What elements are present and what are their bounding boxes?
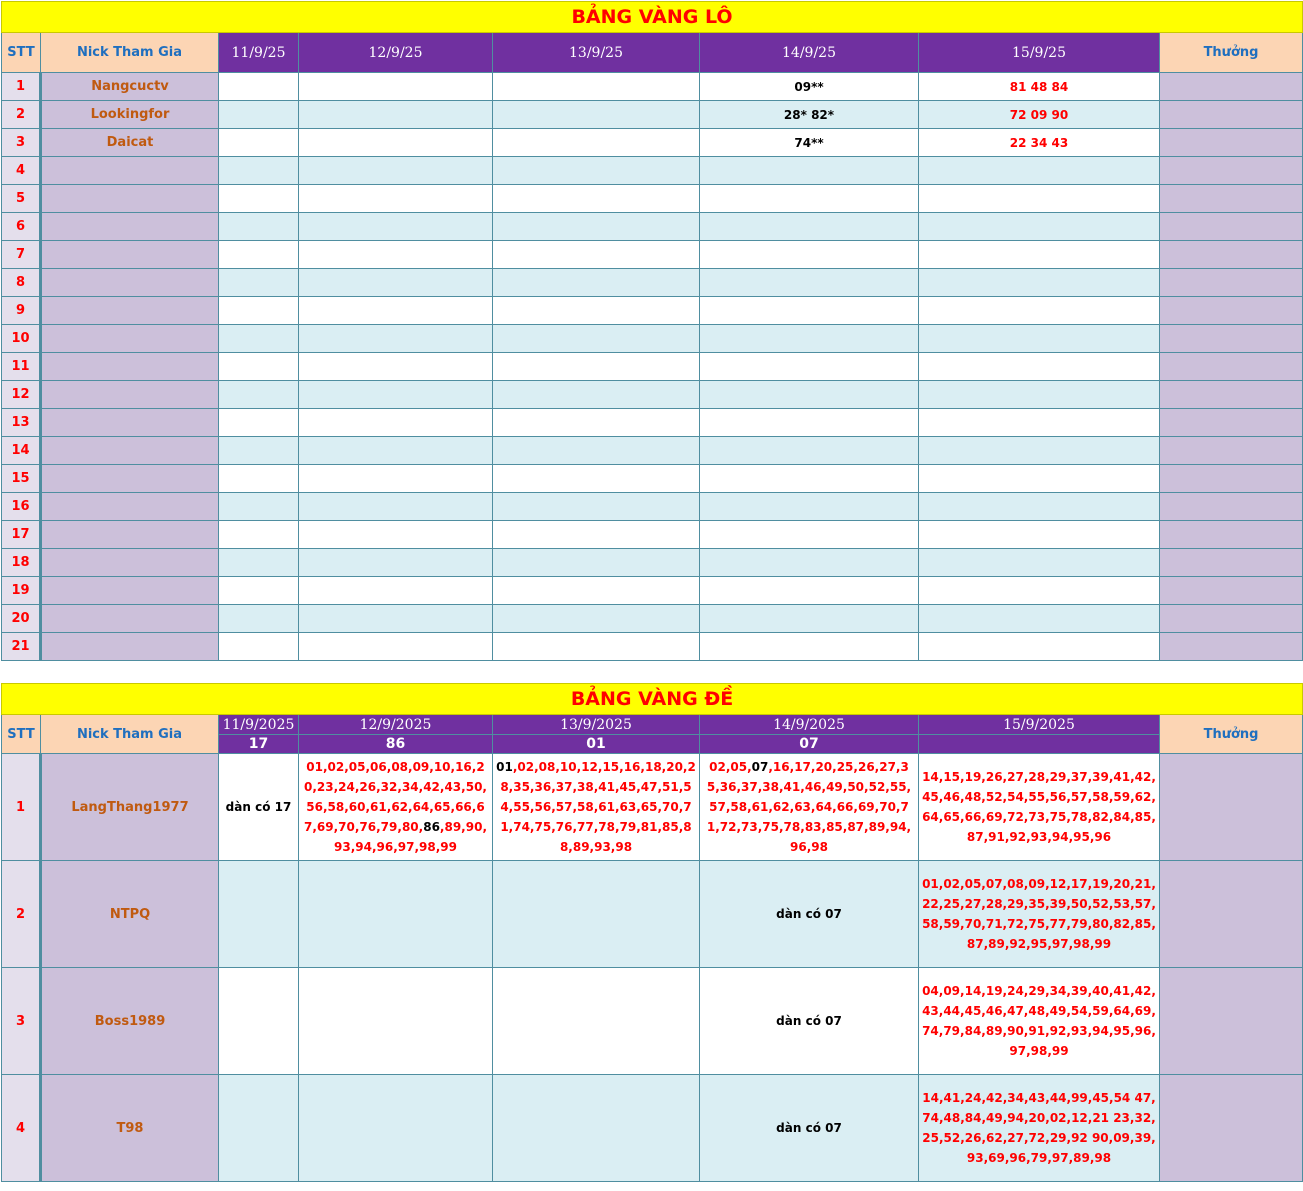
lo-cell-11 <box>219 353 299 381</box>
lo-thuong <box>1160 605 1303 633</box>
lo-nick <box>41 213 219 241</box>
lo-cell-14 <box>700 577 919 605</box>
lo-cell-15 <box>919 465 1160 493</box>
de-numbers: ,89,90,93,94,96,97,98,99 <box>334 820 487 854</box>
de-header-date-5: 15/9/2025 <box>919 715 1160 735</box>
lo-nick <box>41 493 219 521</box>
lo-stt: 17 <box>2 521 41 549</box>
lo-stt: 19 <box>2 577 41 605</box>
de-hit-number: 01 <box>496 760 513 774</box>
lo-cell-13 <box>493 185 700 213</box>
lo-cell-11 <box>219 493 299 521</box>
lo-stt: 10 <box>2 325 41 353</box>
lo-cell-14 <box>700 633 919 661</box>
lo-nick <box>41 633 219 661</box>
de-cell-13 <box>493 754 700 861</box>
lo-cell-15 <box>919 577 1160 605</box>
lo-nick: Nangcuctv <box>41 73 219 101</box>
de-result-5 <box>919 735 1160 754</box>
lo-stt: 18 <box>2 549 41 577</box>
lo-nick <box>41 353 219 381</box>
lo-header-thuong: Thưởng <box>1160 33 1303 73</box>
de-cell-14: dàn có 07 <box>700 861 919 968</box>
de-header-date-3: 13/9/2025 <box>493 715 700 735</box>
lo-nick <box>41 549 219 577</box>
lo-cell-12 <box>299 521 493 549</box>
lo-cell-13 <box>493 269 700 297</box>
lo-stt: 20 <box>2 605 41 633</box>
lo-nick <box>41 241 219 269</box>
lo-row <box>2 353 1303 381</box>
lo-cell-14 <box>700 437 919 465</box>
lo-cell-11 <box>219 437 299 465</box>
de-nick: T98 <box>41 1075 219 1182</box>
de-cell-15: 01,02,05,07,08,09,12,17,19,20,21,22,25,27,28,29,35,39,50,52,53,57,58,59,70,71,72,75,77,79,80,82,85,87,89,92,95,97,98,99 <box>919 861 1160 968</box>
lo-cell-11 <box>219 269 299 297</box>
lo-nick <box>41 269 219 297</box>
de-cell-12 <box>299 861 493 968</box>
lo-stt: 12 <box>2 381 41 409</box>
lo-cell-15: 22 34 43 <box>919 129 1160 157</box>
lo-thuong <box>1160 73 1303 101</box>
lo-thuong <box>1160 549 1303 577</box>
lo-stt: 13 <box>2 409 41 437</box>
lo-cell-12 <box>299 241 493 269</box>
de-thuong <box>1160 1075 1303 1182</box>
lo-row <box>2 493 1303 521</box>
lo-cell-13 <box>493 157 700 185</box>
de-cell-12 <box>299 968 493 1075</box>
lo-header-date-1: 11/9/25 <box>219 33 299 73</box>
lo-thuong <box>1160 157 1303 185</box>
lo-cell-15 <box>919 325 1160 353</box>
de-stt: 2 <box>2 861 41 968</box>
lo-cell-11 <box>219 325 299 353</box>
lo-cell-15 <box>919 269 1160 297</box>
lo-thuong <box>1160 409 1303 437</box>
lo-nick <box>41 465 219 493</box>
lo-thuong <box>1160 129 1303 157</box>
lo-row <box>2 465 1303 493</box>
lo-cell-15 <box>919 605 1160 633</box>
lo-cell-11 <box>219 213 299 241</box>
lo-cell-13 <box>493 409 700 437</box>
de-result-3: 01 <box>493 735 700 754</box>
de-cell-14: dàn có 07 <box>700 968 919 1075</box>
de-numbers: 02,05, <box>709 760 752 774</box>
lo-cell-14: 74** <box>700 129 919 157</box>
lo-cell-13 <box>493 353 700 381</box>
lo-cell-13 <box>493 325 700 353</box>
lo-cell-12 <box>299 129 493 157</box>
lo-row <box>2 325 1303 353</box>
de-nick: LangThang1977 <box>41 754 219 861</box>
lo-cell-15 <box>919 549 1160 577</box>
lo-cell-12 <box>299 297 493 325</box>
de-cell-15: 04,09,14,19,24,29,34,39,40,41,42,43,44,45,46,47,48,49,54,59,64,69,74,79,84,89,90,91,92,93,94,95,96,97,98,99 <box>919 968 1160 1075</box>
de-title: BẢNG VÀNG ĐỀ <box>2 684 1303 715</box>
lo-cell-11 <box>219 465 299 493</box>
lo-row <box>2 437 1303 465</box>
lo-thuong <box>1160 101 1303 129</box>
lo-nick: Lookingfor <box>41 101 219 129</box>
de-cell-11 <box>219 861 299 968</box>
lo-cell-12 <box>299 437 493 465</box>
lo-cell-14 <box>700 409 919 437</box>
lo-nick <box>41 437 219 465</box>
lo-nick <box>41 325 219 353</box>
de-numbers: 01,02,05,06,08,09,10,16,20,23,24,26,32,34,42,43,50,56,58,60,61,62,64,65,66,67,69,70,76,79 <box>304 760 487 834</box>
lo-cell-13 <box>493 437 700 465</box>
lo-cell-11 <box>219 409 299 437</box>
lo-cell-11 <box>219 101 299 129</box>
lo-stt: 11 <box>2 353 41 381</box>
de-header-date-2: 12/9/2025 <box>299 715 493 735</box>
lo-stt: 9 <box>2 297 41 325</box>
lo-thuong <box>1160 633 1303 661</box>
lo-cell-11 <box>219 605 299 633</box>
lo-cell-12 <box>299 157 493 185</box>
lo-cell-13 <box>493 549 700 577</box>
lo-thuong <box>1160 493 1303 521</box>
lo-nick <box>41 157 219 185</box>
de-header-thuong: Thưởng <box>1160 715 1303 754</box>
lo-thuong <box>1160 213 1303 241</box>
de-cell-14 <box>700 754 919 861</box>
lo-cell-15 <box>919 493 1160 521</box>
lo-cell-12 <box>299 185 493 213</box>
lo-cell-14 <box>700 241 919 269</box>
de-row <box>2 1075 1303 1182</box>
lo-thuong <box>1160 521 1303 549</box>
de-nick: NTPQ <box>41 861 219 968</box>
lo-cell-12 <box>299 549 493 577</box>
lo-cell-11 <box>219 73 299 101</box>
lo-stt: 5 <box>2 185 41 213</box>
lo-cell-12 <box>299 493 493 521</box>
lo-cell-15 <box>919 521 1160 549</box>
lo-nick <box>41 409 219 437</box>
bang-vang-lo-table <box>1 1 1303 661</box>
de-row <box>2 754 1303 861</box>
de-numbers: ,02,08,10,12,15,16,18,20,28,35,36,37,38,41,45,47,51,54,55,56,57,58,61,63,65,70,71,74,75,76,77,78,79,81,85,88,89,93,98 <box>500 760 696 854</box>
lo-cell-15 <box>919 353 1160 381</box>
lo-header-date-5: 15/9/25 <box>919 33 1160 73</box>
lo-stt: 15 <box>2 465 41 493</box>
lo-nick <box>41 297 219 325</box>
lo-header-stt: STT <box>2 33 41 73</box>
lo-thuong <box>1160 325 1303 353</box>
lo-cell-12 <box>299 73 493 101</box>
lo-cell-14: 28* 82* <box>700 101 919 129</box>
lo-cell-13 <box>493 101 700 129</box>
lo-cell-14 <box>700 297 919 325</box>
de-cell-15: 14,15,19,26,27,28,29,37,39,41,42,45,46,48,52,54,55,56,57,58,59,62,64,65,66,69,72,73,75,78,82,84,85,87,91,92,93,94,95,96 <box>919 754 1160 861</box>
lo-cell-11 <box>219 241 299 269</box>
lo-stt: 7 <box>2 241 41 269</box>
de-numbers: ,16,17,20,25,26,27,35,36,37,38,41,46,49,50,52,55,57,58,61,62,63,64,66,69,70,71,72,73,75,78,83,85,87,89,94,96,98 <box>706 760 912 854</box>
lo-row <box>2 605 1303 633</box>
lo-header-date-4: 14/9/25 <box>700 33 919 73</box>
de-cell-13 <box>493 1075 700 1182</box>
de-header-stt: STT <box>2 715 41 754</box>
lo-title: BẢNG VÀNG LÔ <box>2 2 1303 33</box>
lo-nick <box>41 577 219 605</box>
lo-cell-13 <box>493 297 700 325</box>
lo-cell-12 <box>299 101 493 129</box>
lo-cell-11 <box>219 549 299 577</box>
lo-cell-15 <box>919 185 1160 213</box>
lo-thuong <box>1160 437 1303 465</box>
de-cell-14: dàn có 07 <box>700 1075 919 1182</box>
lo-cell-14 <box>700 157 919 185</box>
lo-cell-14 <box>700 605 919 633</box>
lo-cell-12 <box>299 353 493 381</box>
lo-row <box>2 409 1303 437</box>
de-numbers: ,80, <box>397 820 424 834</box>
lo-stt: 1 <box>2 73 41 101</box>
lo-row <box>2 521 1303 549</box>
lo-stt: 4 <box>2 157 41 185</box>
lo-thuong <box>1160 465 1303 493</box>
lo-cell-13 <box>493 129 700 157</box>
lo-cell-12 <box>299 325 493 353</box>
lo-cell-11 <box>219 185 299 213</box>
lo-row <box>2 549 1303 577</box>
lo-cell-15 <box>919 633 1160 661</box>
lo-cell-15 <box>919 241 1160 269</box>
de-thuong <box>1160 861 1303 968</box>
lo-thuong <box>1160 185 1303 213</box>
lo-cell-14 <box>700 381 919 409</box>
lo-cell-12 <box>299 633 493 661</box>
lo-cell-14 <box>700 185 919 213</box>
lo-cell-11 <box>219 577 299 605</box>
lo-cell-11 <box>219 297 299 325</box>
lo-cell-12 <box>299 465 493 493</box>
lo-row <box>2 241 1303 269</box>
lo-cell-14: 09** <box>700 73 919 101</box>
lo-cell-15 <box>919 213 1160 241</box>
lo-header-date-2: 12/9/25 <box>299 33 493 73</box>
de-result-2: 86 <box>299 735 493 754</box>
de-nick: Boss1989 <box>41 968 219 1075</box>
lo-cell-11 <box>219 129 299 157</box>
lo-header-date-3: 13/9/25 <box>493 33 700 73</box>
lo-thuong <box>1160 381 1303 409</box>
lo-cell-13 <box>493 73 700 101</box>
lo-row <box>2 213 1303 241</box>
lo-stt: 8 <box>2 269 41 297</box>
lo-cell-14 <box>700 213 919 241</box>
lo-stt: 16 <box>2 493 41 521</box>
de-cell-11 <box>219 1075 299 1182</box>
de-hit-number: 86 <box>423 820 440 834</box>
lo-nick <box>41 605 219 633</box>
de-cell-13 <box>493 968 700 1075</box>
de-header-date-4: 14/9/2025 <box>700 715 919 735</box>
lo-nick <box>41 185 219 213</box>
de-row <box>2 861 1303 968</box>
lo-cell-15: 72 09 90 <box>919 101 1160 129</box>
lo-cell-14 <box>700 325 919 353</box>
lo-row <box>2 381 1303 409</box>
lo-cell-13 <box>493 521 700 549</box>
lo-cell-15 <box>919 437 1160 465</box>
lo-cell-13 <box>493 605 700 633</box>
lo-cell-13 <box>493 493 700 521</box>
lo-nick: Daicat <box>41 129 219 157</box>
lo-row <box>2 101 1303 129</box>
lo-cell-15 <box>919 297 1160 325</box>
lo-thuong <box>1160 353 1303 381</box>
lo-row <box>2 633 1303 661</box>
lo-cell-14 <box>700 353 919 381</box>
lo-stt: 2 <box>2 101 41 129</box>
de-thuong <box>1160 968 1303 1075</box>
bang-vang-de-table <box>1 683 1303 1182</box>
de-cell-11: dàn có 17 <box>219 754 299 861</box>
lo-stt: 21 <box>2 633 41 661</box>
lo-thuong <box>1160 269 1303 297</box>
de-hit-number: 07 <box>751 760 769 774</box>
lo-row <box>2 577 1303 605</box>
lo-cell-13 <box>493 577 700 605</box>
de-row <box>2 968 1303 1075</box>
lo-cell-14 <box>700 493 919 521</box>
lo-cell-13 <box>493 465 700 493</box>
lo-cell-12 <box>299 381 493 409</box>
de-cell-12 <box>299 754 493 861</box>
lo-cell-15: 81 48 84 <box>919 73 1160 101</box>
lo-cell-14 <box>700 549 919 577</box>
de-stt: 4 <box>2 1075 41 1182</box>
lo-cell-11 <box>219 633 299 661</box>
lo-cell-12 <box>299 605 493 633</box>
lo-row <box>2 157 1303 185</box>
de-result-4: 07 <box>700 735 919 754</box>
lo-nick <box>41 521 219 549</box>
de-header-date-1: 11/9/2025 <box>219 715 299 735</box>
lo-stt: 14 <box>2 437 41 465</box>
lo-row <box>2 129 1303 157</box>
lo-cell-12 <box>299 269 493 297</box>
lo-row <box>2 269 1303 297</box>
de-stt: 1 <box>2 754 41 861</box>
lo-cell-15 <box>919 381 1160 409</box>
lo-cell-14 <box>700 521 919 549</box>
lo-cell-15 <box>919 157 1160 185</box>
lo-cell-11 <box>219 521 299 549</box>
lo-cell-12 <box>299 213 493 241</box>
lo-cell-12 <box>299 577 493 605</box>
lo-cell-13 <box>493 633 700 661</box>
lo-cell-14 <box>700 465 919 493</box>
lo-thuong <box>1160 297 1303 325</box>
lo-row <box>2 297 1303 325</box>
de-thuong <box>1160 754 1303 861</box>
lo-stt: 6 <box>2 213 41 241</box>
lo-header-nick: Nick Tham Gia <box>41 33 219 73</box>
lo-stt: 3 <box>2 129 41 157</box>
lo-cell-12 <box>299 409 493 437</box>
de-cell-15: 14,41,24,42,34,43,44,99,45,54 47,74,48,84,49,94,20,02,12,21 23,32,25,52,26,62,27,72,29,92 90,09,39,93,69,96,79,97,89,98 <box>919 1075 1160 1182</box>
lo-cell-11 <box>219 157 299 185</box>
de-stt: 3 <box>2 968 41 1075</box>
lo-cell-13 <box>493 381 700 409</box>
lo-cell-13 <box>493 213 700 241</box>
lo-cell-14 <box>700 269 919 297</box>
lo-thuong <box>1160 577 1303 605</box>
lo-row <box>2 185 1303 213</box>
de-result-1: 17 <box>219 735 299 754</box>
de-header-nick: Nick Tham Gia <box>41 715 219 754</box>
de-cell-11 <box>219 968 299 1075</box>
lo-nick <box>41 381 219 409</box>
lo-row <box>2 73 1303 101</box>
lo-cell-11 <box>219 381 299 409</box>
de-cell-13 <box>493 861 700 968</box>
de-cell-12 <box>299 1075 493 1182</box>
lo-thuong <box>1160 241 1303 269</box>
lo-cell-15 <box>919 409 1160 437</box>
lo-cell-13 <box>493 241 700 269</box>
